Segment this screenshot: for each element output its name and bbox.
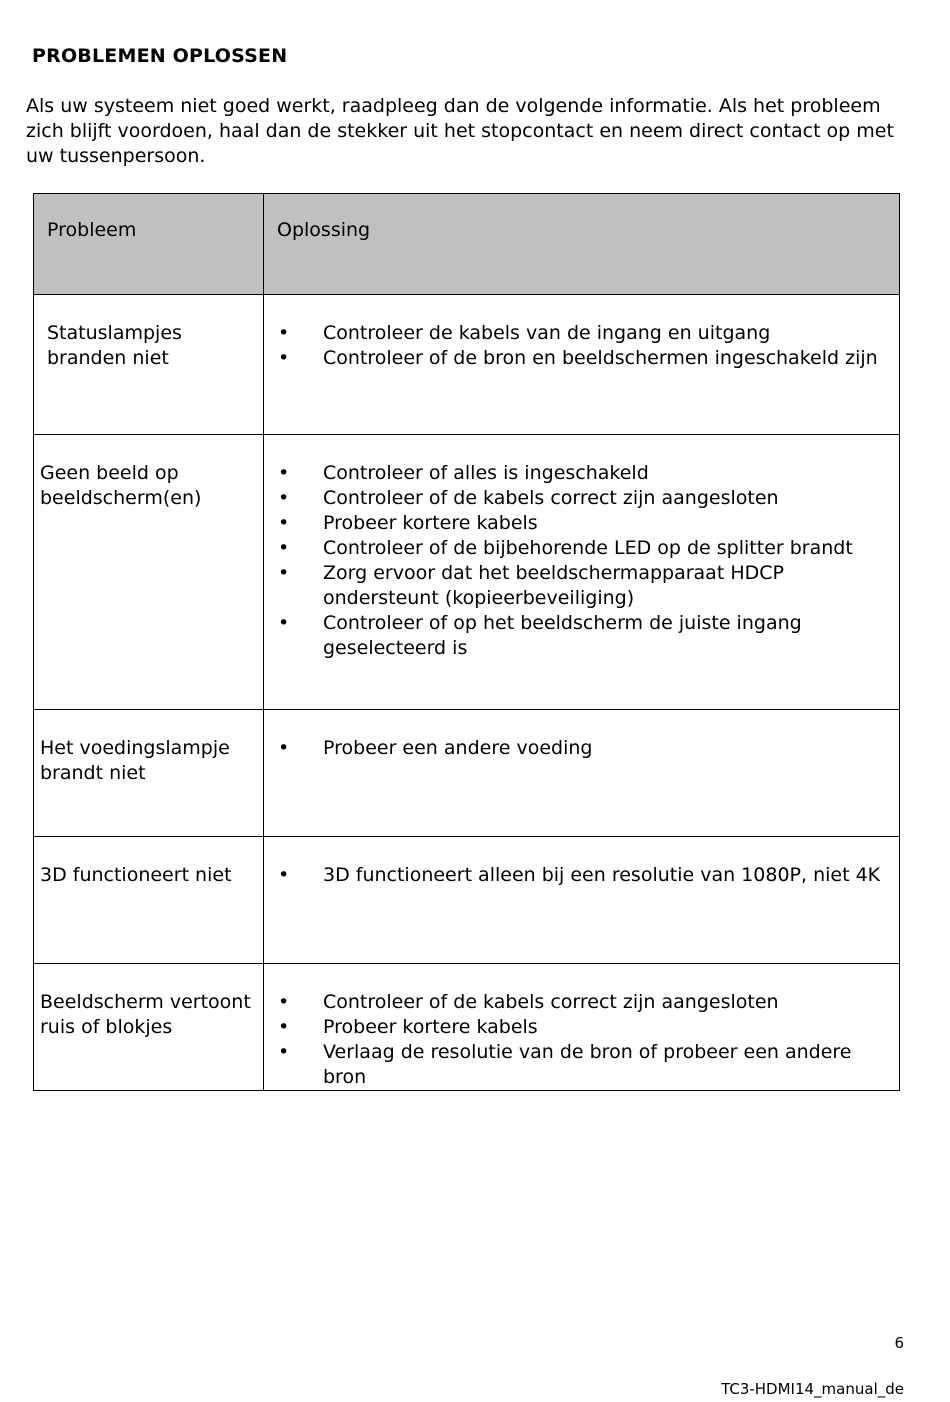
solution-item: • Controleer de kabels van de ingang en uitgang [264,321,891,346]
problem-cell: Geen beeld op beeldscherm(en) [34,435,264,710]
solution-item: • Controleer of de kabels correct zijn aangesloten [264,990,891,1015]
problem-cell: Statuslampjes branden niet [34,295,264,435]
solution-item: • 3D functioneert alleen bij een resolutie van 1080P, niet 4K [264,863,891,888]
solution-list [264,837,899,888]
header-problem: Probleem [34,194,264,295]
solution-list [264,710,899,761]
table-header-row [34,194,900,295]
solution-item: • Controleer of de bron en beeldschermen ingeschakeld zijn [264,346,891,371]
solution-cell [264,837,900,964]
table-row [34,837,900,964]
table-row [34,710,900,837]
intro-paragraph: Als uw systeem niet goed werkt, raadpleeg dan de volgende informatie. Als het probleem zich blijft voordoen, haal dan de stekker uit het stopcontact en neem direct contact op met uw tussenpersoon. [26,95,894,167]
troubleshooting-table [33,193,900,1091]
solution-cell [264,295,900,435]
page-number: 6 [894,1334,904,1352]
problem-cell: Het voedingslampje brandt niet [34,710,264,837]
solution-list [264,964,899,1090]
page-heading: PROBLEMEN OPLOSSEN [32,45,288,67]
solution-cell [264,435,900,710]
solution-item: • Probeer een andere voeding [264,736,891,761]
solution-item: • Controleer of de kabels correct zijn aangesloten [264,486,891,511]
solution-item: • Probeer kortere kabels [264,1015,891,1040]
solution-cell [264,710,900,837]
solution-item: • Controleer of de bijbehorende LED op de splitter brandt [264,536,891,561]
solution-item: • Probeer kortere kabels [264,511,891,536]
solution-item: • Controleer of op het beeldscherm de juiste ingang geselecteerd is [264,611,891,661]
document-id: TC3-HDMI14_manual_de [721,1380,904,1398]
solution-item: • Controleer of alles is ingeschakeld [264,461,891,486]
solution-item: • Zorg ervoor dat het beeldschermapparaat HDCP ondersteunt (kopieerbeveiliging) [264,561,891,611]
problem-cell: Beeldscherm vertoont ruis of blokjes [34,964,264,1091]
solution-item: • Verlaag de resolutie van de bron of probeer een andere bron [264,1040,891,1090]
problem-cell: 3D functioneert niet [34,837,264,964]
table-row [34,964,900,1091]
solution-list [264,295,899,371]
table-row [34,295,900,435]
solution-cell [264,964,900,1091]
table-row [34,435,900,710]
header-solution: Oplossing [264,194,900,295]
solution-list [264,435,899,661]
